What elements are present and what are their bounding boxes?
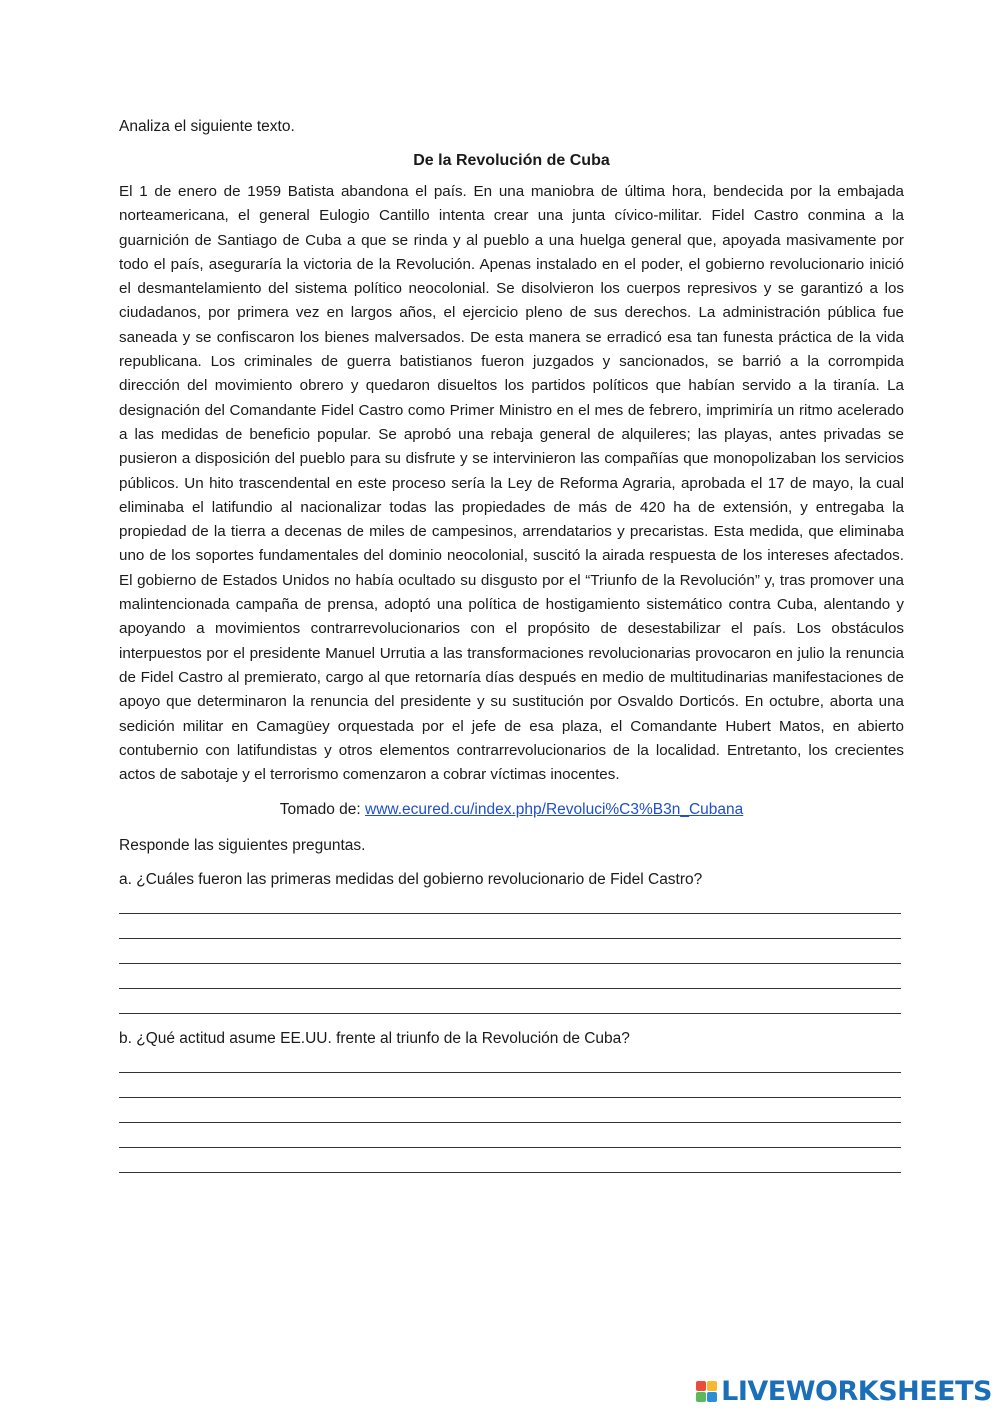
liveworksheets-logo-icon [696,1381,717,1402]
answer-line[interactable] [119,1077,901,1098]
logo-tile-red [696,1381,706,1391]
liveworksheets-brand [696,1376,992,1407]
questions-prompt: Responde las siguientes preguntas. [119,837,366,855]
source-link[interactable]: www.ecured.cu/index.php/Revoluci%C3%B3n_Cubana [365,801,744,819]
source-citation [119,801,904,819]
logo-tile-green [696,1392,706,1402]
document-title: De la Revolución de Cuba [413,152,610,169]
answer-line[interactable] [119,1127,901,1148]
brand-name: LIVEWORKSHEETS [721,1376,992,1407]
instruction-text: Analiza el siguiente texto. [119,118,295,135]
answer-line[interactable] [119,1152,901,1173]
logo-tile-yellow [707,1381,717,1391]
question-a: a. ¿Cuáles fueron las primeras medidas del gobierno revolucionario de Fidel Castro? [119,871,703,889]
answer-area-b[interactable] [119,1052,904,1173]
answer-line[interactable] [119,893,901,914]
question-b: b. ¿Qué actitud asume EE.UU. frente al triunfo de la Revolución de Cuba? [119,1030,630,1048]
reading-passage: El 1 de enero de 1959 Batista abandona el país. En una maniobra de última hora, bendecida por la embajada norteamericana, el general Eulogio Cantillo intenta crear una junta cívico-militar. Fidel Castro conmina a la guarnición de Santiago de Cuba a que se rinda y al pueblo a una huelga general que, apoyada masivamente por todo el país, aseguraría la victoria de la Revolución. Apenas instalado en el poder, el gobierno revolucionario inició el desmantelamiento del sistema político neocolonial. Se disolvieron los cuerpos represivos y se garantizó a los ciudadanos, por primera vez en largos años, el ejercicio pleno de sus derechos. La administración pública fue saneada y se confiscaron los bienes malversados. De esta manera se erradicó esa tan funesta práctica de la vida republicana. Los criminales de guerra batistianos fueron juzgados y sancionados, se barrió a la corrompida dirección del movimiento obrero y quedaron disueltos los partidos políticos que habían servido a la tiranía. La designación del Comandante Fidel Castro como Primer Ministro en el mes de febrero, imprimiría un ritmo acelerado a las medidas de beneficio popular. Se aprobó una rebaja general de alquileres; las playas, antes privadas se pusieron a disposición del pueblo para su disfrute y se intervinieron las compañías que monopolizaban los servicios públicos. Un hito trascendental en este proceso sería la Ley de Reforma Agraria, aprobada el 17 de mayo, la cual eliminaba el latifundio al nacionalizar todas las propiedades de más de 420 ha de extensión, y entregaba la propiedad de la tierra a decenas de miles de campesinos, arrendatarios y precaristas. Esta medida, que eliminaba uno de los soportes fundamentales del dominio neocolonial, suscitó la airada respuesta de los intereses afectados. El gobierno de Estados Unidos no había ocultado su disgusto por el “Triunfo de la Revolución” y, tras promover una malintencionada campaña de prensa, adoptó una política de hostigamiento sistemático contra Cuba, alentando y apoyando a movimientos contrarrevolucionarios con el propósito de desestabilizar el país. Los obstáculos interpuestos por el presidente Manuel Urrutia a las transformaciones revolucionarias provocaron en julio la renuncia de Fidel Castro al premierato, cargo al que retornaría días después en medio de multitudinarias manifestaciones de apoyo que determinaron la renuncia del presidente y su sustitución por Osvaldo Dorticós. En octubre, aborta una sedición militar en Camagüey orquestada por el jefe de esa plaza, el Comandante Hubert Matos, en abierto contubernio con latifundistas y otros elementos contrarrevolucionarios de la localidad. Entretanto, los crecientes actos de sabotaje y el terrorismo comenzaron a cobrar víctimas inocentes. [119,183,904,784]
answer-line[interactable] [119,1052,901,1073]
answer-line[interactable] [119,918,901,939]
answer-line[interactable] [119,993,901,1014]
answer-line[interactable] [119,943,901,964]
worksheet-page [119,118,904,1189]
answer-line[interactable] [119,1102,901,1123]
answer-area-a[interactable] [119,893,904,1014]
source-prefix: Tomado de: [279,801,361,819]
answer-line[interactable] [119,968,901,989]
logo-tile-blue [707,1392,717,1402]
